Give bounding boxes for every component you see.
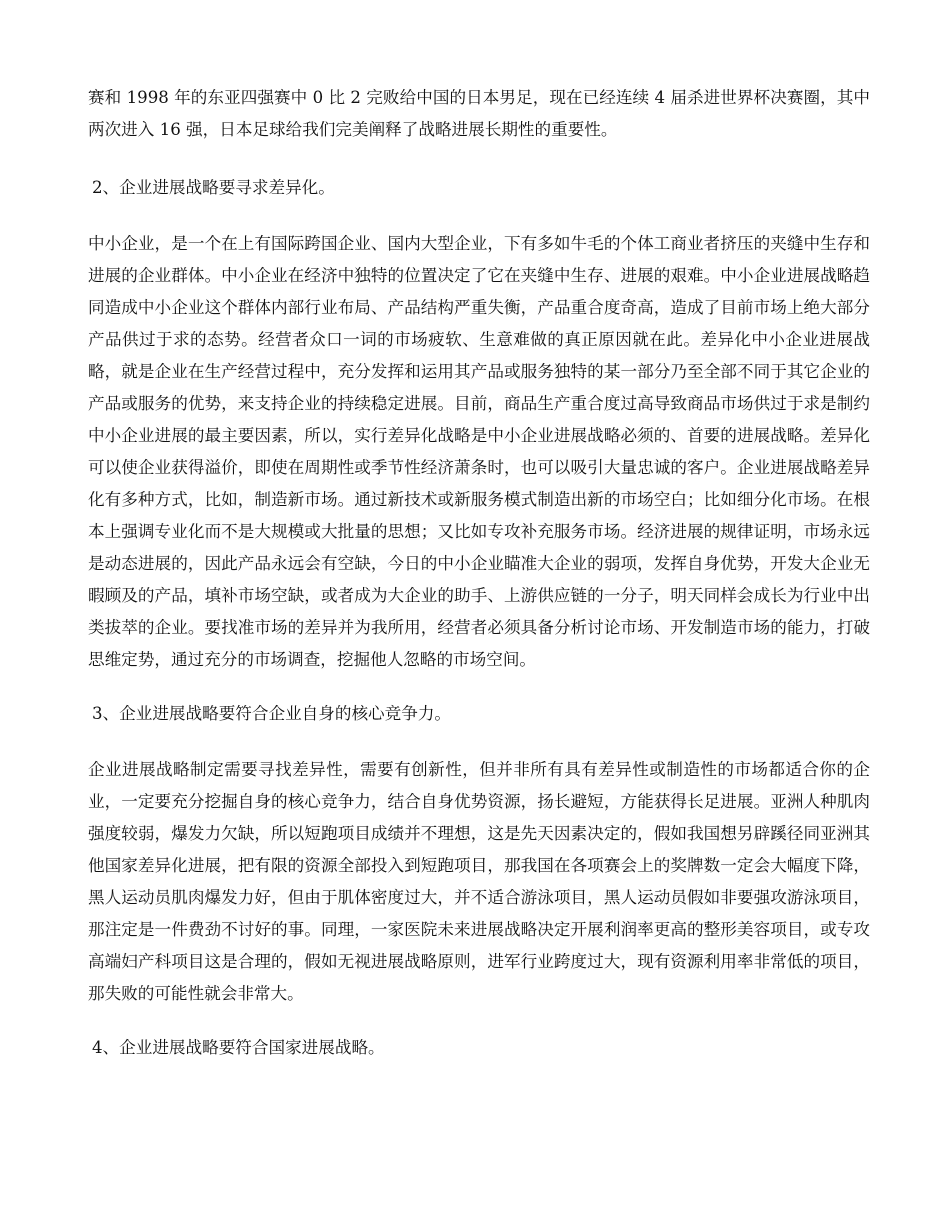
section-heading-2: 2、企业进展战略要寻求差异化。 [92,178,335,197]
paragraph-core-competence: 企业进展战略制定需要寻找差异性，需要有创新性，但并非所有具有差异性或制造性的市场都适合你的企业，一定要充分挖掘自身的核心竞争力，结合自身优势资源，扬长避短，方能获得长足进展。亚洲人种肌肉强度较弱，爆发力欠缺，所以短跑项目成绩并不理想，这是先天因素决定的，假如我国想另辟蹊径同亚洲其他国家差异化进展，把有限的资源全部投入到短跑项目，那我国在各项赛会上的奖牌数一定会大幅度下降，黑人运动员肌肉爆发力好，但由于肌体密度过大，并不适合游泳项目，黑人运动员假如非要强攻游泳项目，那注定是一件费劲不讨好的事。同理，一家医院未来进展战略决定开展利润率更高的整形美容项目，或专攻高端妇产科项目这是合理的，假如无视进展战略原则，进军行业跨度过大，现有资源利用率非常低的项目，那失败的可能性就会非常大。 [88,760,870,1003]
document-body [88,82,870,1088]
paragraph-differentiation: 中小企业，是一个在上有国际跨国企业、国内大型企业，下有多如牛毛的个体工商业者挤压的夹缝中生存和进展的企业群体。中小企业在经济中独特的位置决定了它在夹缝中生存、进展的艰难。中小企业进展战略趋同造成中小企业这个群体内部行业布局、产品结构严重失衡，产品重合度奇高，造成了目前市场上绝大部分产品供过于求的态势。经营者众口一词的市场疲软、生意难做的真正原因就在此。差异化中小企业进展战略，就是企业在生产经营过程中，充分发挥和运用其产品或服务独特的某一部分乃至全部不同于其它企业的产品或服务的优势，来支持企业的持续稳定进展。目前，商品生产重合度过高导致商品市场供过于求是制约中小企业进展的最主要因素，所以，实行差异化战略是中小企业进展战略必须的、首要的进展战略。差异化可以使企业获得溢价，即使在周期性或季节性经济萧条时，也可以吸引大量忠诚的客户。企业进展战略差异化有多种方式，比如，制造新市场。通过新技术或新服务模式制造出新的市场空白；比如细分化市场。在根本上强调专业化而不是大规模或大批量的思想；又比如专攻补充服务市场。经济进展的规律证明，市场永远是动态进展的，因此产品永远会有空缺，今日的中小企业瞄准大企业的弱项，发挥自身优势，开发大企业无暇顾及的产品，填补市场空缺，或者成为大企业的助手、上游供应链的一分子，明天同样会成长为行业中出类拔萃的企业。要找准市场的差异并为我所用，经营者必须具备分析讨论市场、开发制造市场的能力，打破思维定势，通过充分的市场调查，挖掘他人忽略的市场空间。 [88,234,870,669]
section-heading-3: 3、企业进展战略要符合企业自身的核心竞争力。 [92,704,452,723]
paragraph-intro: 赛和 1998 年的东亚四强赛中 0 比 2 完败给中国的日本男足，现在已经连续 4 届杀进世界杯决赛圈，其中两次进入 16 强，日本足球给我们完美阐释了战略进展长期性的重要性。 [88,88,870,139]
section-heading-4: 4、企业进展战略要符合国家进展战略。 [92,1038,385,1057]
